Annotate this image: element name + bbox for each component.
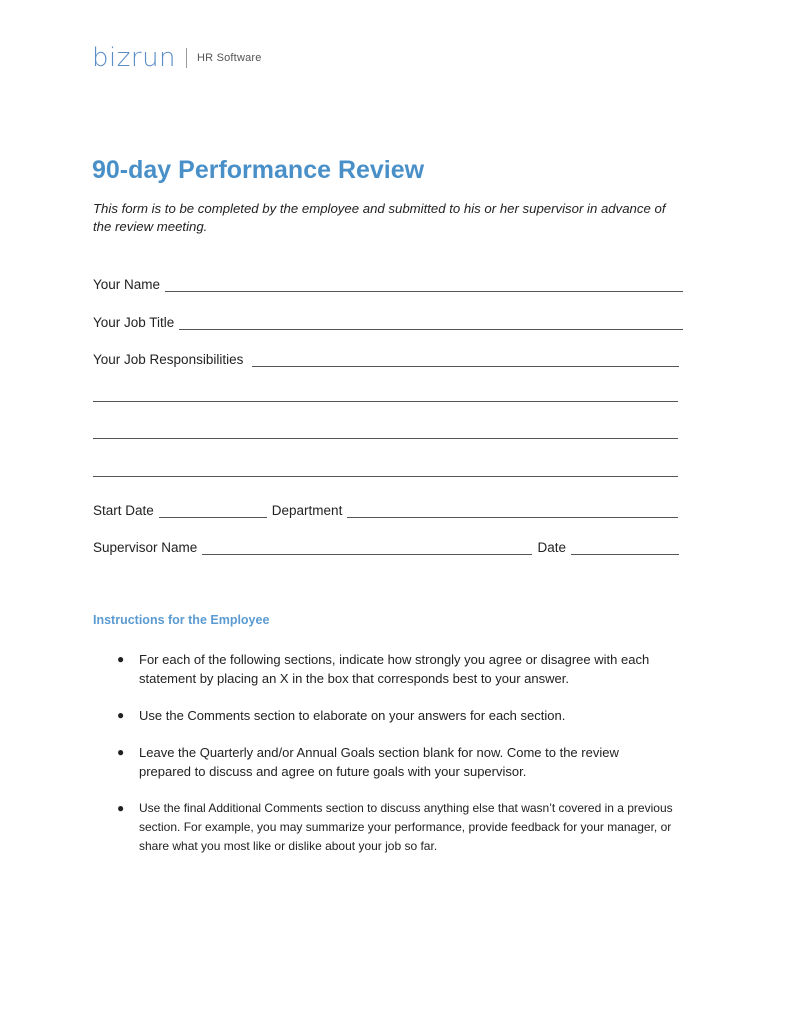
- bullet-icon: ●: [117, 745, 125, 759]
- your-name-field[interactable]: [165, 277, 683, 292]
- instructions-heading: Instructions for the Employee: [93, 613, 270, 627]
- page-title: 90-day Performance Review: [92, 156, 425, 184]
- instruction-text: Use the Comments section to elaborate on your answers for each section.: [139, 708, 566, 723]
- bullet-icon: ●: [117, 708, 125, 722]
- instruction-text: Leave the Quarterly and/or Annual Goals section blank for now. Come to the review prepared to discuss and agree on future goals with your supervisor.: [139, 745, 619, 779]
- bullet-icon: ●: [117, 801, 125, 815]
- supervisor-name-field[interactable]: [202, 540, 532, 555]
- your-name-row: [93, 274, 683, 292]
- logo-tagline: HR Software: [197, 52, 262, 64]
- bullet-icon: ●: [117, 652, 125, 666]
- instruction-item: [93, 743, 649, 781]
- instruction-item: [93, 799, 693, 856]
- instruction-item: [93, 650, 693, 688]
- job-title-field[interactable]: [179, 315, 683, 330]
- instructions-list: [93, 650, 693, 874]
- date-label: Date: [537, 540, 566, 555]
- start-date-field[interactable]: [159, 503, 267, 518]
- responsibilities-line-2[interactable]: [93, 401, 678, 402]
- responsibilities-label: Your Job Responsibilities: [93, 352, 244, 367]
- instruction-item: [93, 706, 693, 725]
- supervisor-name-label: Supervisor Name: [93, 540, 198, 555]
- your-name-label: Your Name: [93, 277, 161, 292]
- responsibilities-line-4[interactable]: [93, 476, 678, 477]
- instruction-text: For each of the following sections, indicate how strongly you agree or disagree with each statement by placing an X in the box that corresponds best to your answer.: [139, 652, 650, 686]
- supervisor-date-row: [93, 537, 679, 555]
- job-title-row: [93, 312, 683, 330]
- intro-text: This form is to be completed by the employee and submitted to his or her supervisor in advance of the review meeting.: [93, 201, 666, 234]
- start-date-department-row: [93, 500, 678, 518]
- department-field[interactable]: [347, 503, 678, 518]
- logo-divider: [186, 48, 187, 68]
- responsibilities-line-3[interactable]: [93, 438, 678, 439]
- date-field[interactable]: [571, 540, 679, 555]
- responsibilities-row: [93, 349, 679, 367]
- logo-wordmark: bizrun: [92, 43, 177, 73]
- start-date-label: Start Date: [93, 503, 154, 518]
- instruction-text: Use the final Additional Comments section to discuss anything else that wasn’t covered in a previous section. For example, you may summarize your performance, provide feedback for your manager, or share what you most like or dislike about your job so far.: [139, 801, 673, 853]
- bizrun-logo: [92, 44, 262, 72]
- responsibilities-field[interactable]: [252, 352, 679, 367]
- department-label: Department: [271, 503, 343, 518]
- job-title-label: Your Job Title: [93, 315, 175, 330]
